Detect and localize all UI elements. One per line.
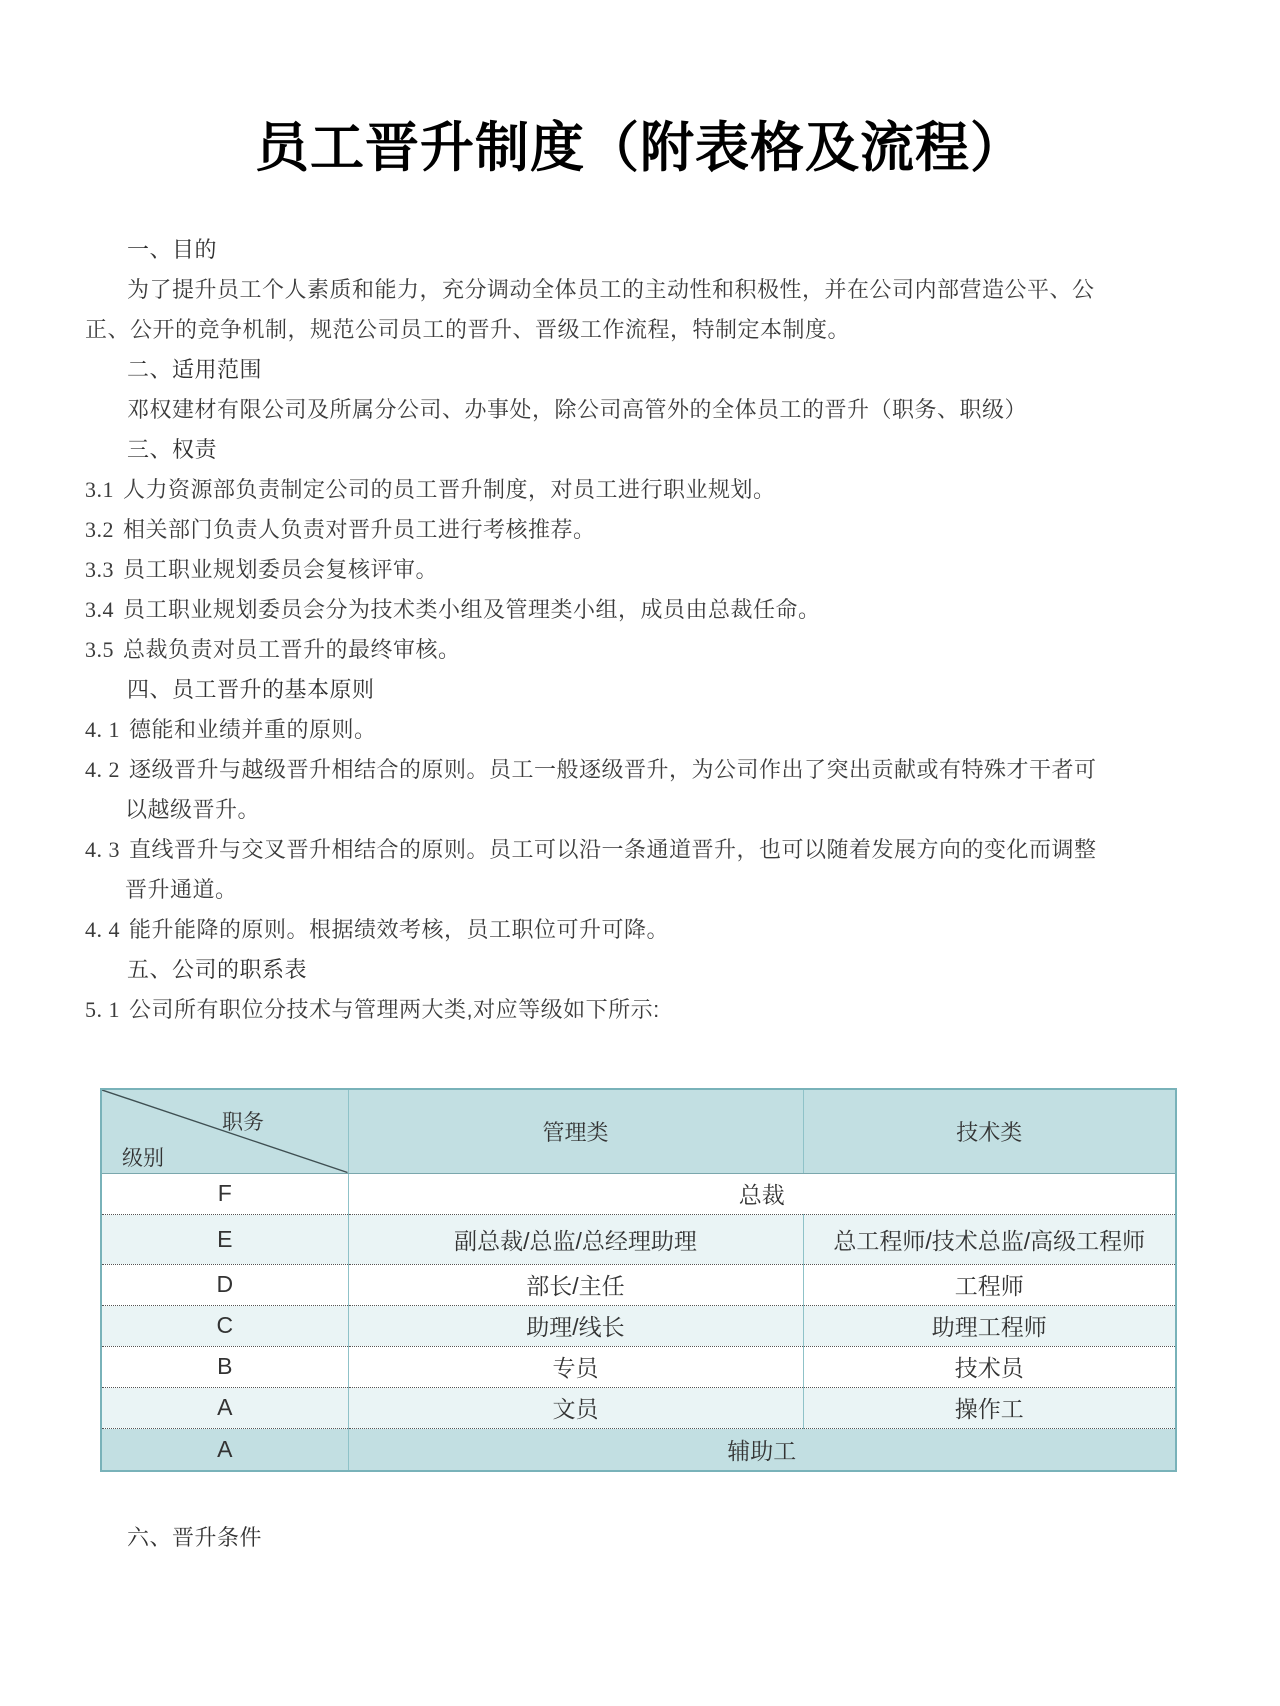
item-number: 4. 1 (85, 717, 120, 742)
numbered-item (85, 910, 1195, 950)
numbered-item (85, 590, 1195, 630)
numbered-item (85, 710, 1195, 750)
item-text: 德能和业绩并重的原则。 (129, 717, 377, 742)
item-number: 3.1 (85, 477, 114, 502)
item-number: 3.3 (85, 557, 114, 582)
column-header-management: 管理类 (348, 1089, 803, 1173)
column-header-technical: 技术类 (803, 1089, 1176, 1173)
level-cell: B (101, 1346, 348, 1387)
document-body (0, 230, 1280, 1472)
section-heading: 五、公司的职系表 (127, 957, 308, 982)
table-row (101, 1346, 1176, 1387)
item-text: 公司所有职位分技术与管理两大类,对应等级如下所示: (129, 997, 660, 1022)
item-text: 员工职业规划委员会分为技术类小组及管理类小组，成员由总裁任命。 (123, 597, 821, 622)
corner-cell (101, 1089, 348, 1173)
corner-label-level: 级别 (122, 1147, 164, 1170)
technical-cell: 总工程师/技术总监/高级工程师 (803, 1214, 1176, 1264)
paragraph-line: 邓权建材有限公司及所属分公司、办事处，除公司高管外的全体员工的晋升（职务、职级） (127, 397, 1028, 422)
item-number: 3.4 (85, 597, 114, 622)
item-number: 4. 3 (85, 837, 120, 862)
item-text: 人力资源部负责制定公司的员工晋升制度，对员工进行职业规划。 (123, 477, 776, 502)
technical-cell: 技术员 (803, 1346, 1176, 1387)
table-row (101, 1214, 1176, 1264)
numbered-item (85, 470, 1195, 510)
item-number: 4. 2 (85, 757, 120, 782)
numbered-item (85, 630, 1195, 670)
management-cell: 文员 (348, 1387, 803, 1428)
management-cell: 部长/主任 (348, 1264, 803, 1305)
management-cell: 副总裁/总监/总经理助理 (348, 1214, 803, 1264)
item-text: 总裁负责对员工晋升的最终审核。 (123, 637, 461, 662)
section-heading: 一、目的 (127, 237, 218, 262)
table-row (101, 1173, 1176, 1214)
table-row (101, 1387, 1176, 1428)
corner-label-duty: 职务 (222, 1111, 264, 1134)
item-text: 员工职业规划委员会复核评审。 (123, 557, 439, 582)
page-title: 员工晋升制度（附表格及流程） (255, 115, 1025, 179)
job-grade-table (100, 1088, 1177, 1472)
merged-position-cell: 辅助工 (348, 1428, 1176, 1471)
level-cell: C (101, 1305, 348, 1346)
numbered-item (85, 550, 1195, 590)
level-cell: A (101, 1387, 348, 1428)
section-heading: 三、权责 (127, 437, 218, 462)
numbered-item (85, 990, 1195, 1030)
table-header-row (101, 1089, 1176, 1173)
item-text: 相关部门负责人负责对晋升员工进行考核推荐。 (123, 517, 596, 542)
numbered-item (85, 830, 1195, 870)
continuation-line: 以越级晋升。 (125, 797, 261, 822)
technical-cell: 工程师 (803, 1264, 1176, 1305)
technical-cell: 操作工 (803, 1387, 1176, 1428)
section-heading: 二、适用范围 (127, 357, 263, 382)
item-number: 3.5 (85, 637, 114, 662)
paragraph-line: 正、公开的竞争机制，规范公司员工的晋升、晋级工作流程，特制定本制度。 (85, 317, 851, 342)
level-cell: E (101, 1214, 348, 1264)
level-cell: A (101, 1428, 348, 1471)
item-text: 能升能降的原则。根据绩效考核，员工职位可升可降。 (129, 917, 670, 942)
paragraph-line: 为了提升员工个人素质和能力，充分调动全体员工的主动性和积极性，并在公司内部营造公平、公 (127, 277, 1095, 302)
item-number: 3.2 (85, 517, 114, 542)
merged-position-cell: 总裁 (348, 1173, 1176, 1214)
level-cell: F (217, 1180, 232, 1206)
table-row (101, 1264, 1176, 1305)
technical-cell: 助理工程师 (803, 1305, 1176, 1346)
item-text: 逐级晋升与越级晋升相结合的原则。员工一般逐级晋升，为公司作出了突出贡献或有特殊才干者可 (129, 757, 1097, 782)
level-cell: D (101, 1264, 348, 1305)
management-cell: 助理/线长 (348, 1305, 803, 1346)
section-heading: 六、晋升条件 (127, 1525, 263, 1550)
section-heading: 四、员工晋升的基本原则 (127, 677, 375, 702)
item-number: 4. 4 (85, 917, 120, 942)
management-cell: 专员 (348, 1346, 803, 1387)
closing-section (0, 1518, 1280, 1558)
numbered-item (85, 510, 1195, 550)
item-text: 直线晋升与交叉晋升相结合的原则。员工可以沿一条通道晋升，也可以随着发展方向的变化而调整 (129, 837, 1097, 862)
continuation-line: 晋升通道。 (125, 877, 238, 902)
item-number: 5. 1 (85, 997, 120, 1022)
table-row (101, 1428, 1176, 1471)
numbered-item (85, 750, 1195, 790)
table-row (101, 1305, 1176, 1346)
